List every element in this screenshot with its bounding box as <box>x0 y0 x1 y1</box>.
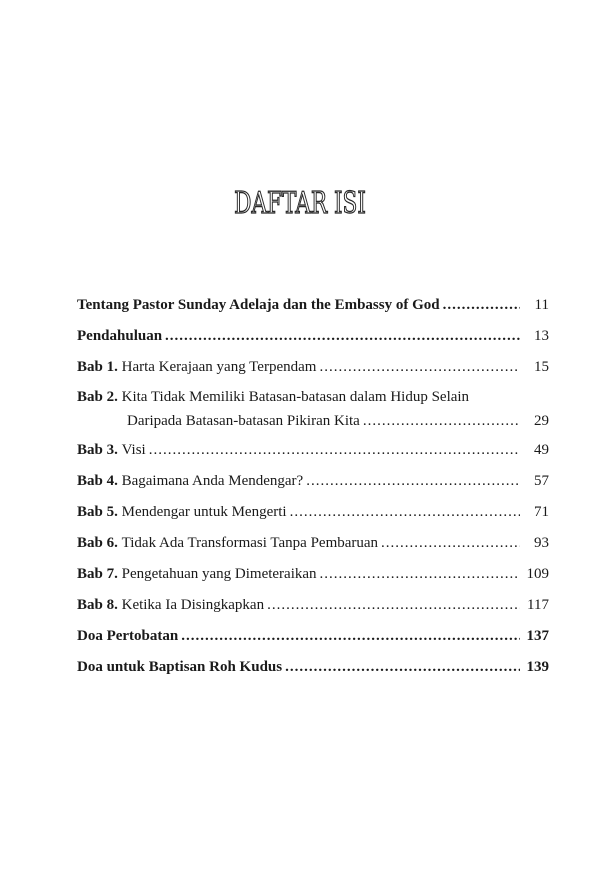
toc-label: Kita Tidak Memiliki Batasan-batasan dalam Hidup Selain <box>121 389 470 405</box>
toc-label: Ketika Ia Disingkapkan <box>121 597 265 613</box>
toc-page: 139 <box>526 659 549 675</box>
page-title: DAFTAR ISI <box>234 186 366 221</box>
dot-leader <box>320 561 520 588</box>
toc-label: Tidak Ada Transformasi Tanpa Pembaruan <box>121 535 379 551</box>
toc-entry-bab-1 <box>77 354 549 381</box>
chapter-number: Bab 6. <box>77 535 118 551</box>
toc-entry-bab-5 <box>77 499 549 526</box>
toc-entry-bab-7 <box>77 561 549 588</box>
toc-label: Bagaimana Anda Mendengar? <box>121 473 304 489</box>
chapter-number: Bab 2. <box>77 389 118 405</box>
toc-page: 117 <box>527 597 549 613</box>
toc-label: Pengetahuan yang Dimeteraikan <box>121 566 317 582</box>
chapter-number: Bab 1. <box>77 359 118 375</box>
dot-leader <box>149 437 520 464</box>
toc-entry-bab-8 <box>77 592 549 619</box>
chapter-number: Bab 7. <box>77 566 118 582</box>
toc-entry-bab-2 <box>77 385 549 433</box>
chapter-number: Bab 3. <box>77 442 118 458</box>
toc-entry-bab-3 <box>77 437 549 464</box>
toc-page: 57 <box>534 473 549 489</box>
dot-leader <box>285 654 520 681</box>
toc-entry-bab-4 <box>77 468 549 495</box>
dot-leader <box>443 292 520 319</box>
toc-label: Visi <box>121 442 146 458</box>
toc-entry-doa-pertobatan <box>77 623 549 650</box>
toc-page: 71 <box>534 504 549 520</box>
toc-page: 109 <box>526 566 549 582</box>
toc-page: 49 <box>534 442 549 458</box>
dot-leader <box>319 354 520 381</box>
toc-entry-pendahuluan <box>77 323 549 350</box>
toc-page: 93 <box>534 535 549 551</box>
toc-label: Pendahuluan <box>77 328 163 344</box>
toc-label: Mendengar untuk Mengerti <box>121 504 287 520</box>
dot-leader <box>306 468 520 495</box>
toc-entry-about <box>77 292 549 319</box>
toc-label: Doa untuk Baptisan Roh Kudus <box>77 659 283 675</box>
toc-label: Harta Kerajaan yang Terpendam <box>121 359 317 375</box>
dot-leader <box>363 409 520 433</box>
toc-label: Tentang Pastor Sunday Adelaja dan the Embassy of God <box>77 297 440 313</box>
dot-leader <box>181 623 520 650</box>
toc-page: 15 <box>534 359 549 375</box>
toc-entry-bab-6 <box>77 530 549 557</box>
toc-page: 29 <box>534 413 549 429</box>
toc-label: Doa Pertobatan <box>77 628 179 644</box>
table-of-contents <box>77 292 549 685</box>
toc-page: 11 <box>534 297 549 313</box>
toc-entry-doa-baptisan <box>77 654 549 681</box>
dot-leader <box>381 530 520 557</box>
chapter-number: Bab 4. <box>77 473 118 489</box>
chapter-number: Bab 8. <box>77 597 118 613</box>
toc-page: 137 <box>526 628 549 644</box>
dot-leader <box>165 323 520 350</box>
toc-page: 13 <box>534 328 549 344</box>
dot-leader <box>267 592 520 619</box>
dot-leader <box>290 499 520 526</box>
toc-label-continued: Daripada Batasan-batasan Pikiran Kita <box>127 413 360 429</box>
chapter-number: Bab 5. <box>77 504 118 520</box>
